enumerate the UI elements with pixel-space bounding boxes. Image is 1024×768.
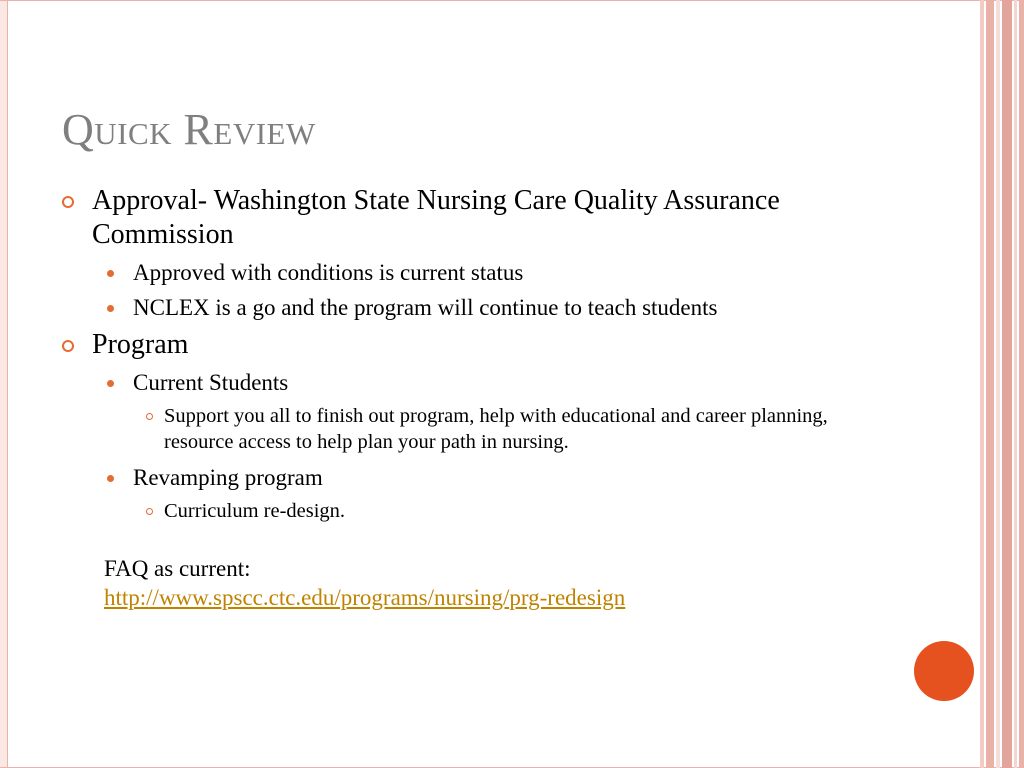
bullet-text: Support you all to finish out program, help with educational and career planning, resource access to help plan your path in nursing. (164, 405, 828, 453)
slide-title: Quick Review (62, 105, 316, 154)
left-border (0, 0, 8, 768)
top-border (0, 0, 1024, 1)
sub-sub-bullet (62, 498, 882, 524)
dot-bullet-icon (107, 305, 114, 312)
sub-sub-bullet (62, 403, 882, 455)
faq-label: FAQ as current: (104, 556, 251, 581)
dot-bullet-icon (107, 380, 114, 387)
faq-block (62, 554, 882, 612)
bullet-text: Program (92, 329, 189, 360)
sub-bullet (62, 463, 882, 492)
bullet-text: Revamping program (133, 465, 323, 490)
ring-bullet-icon (146, 508, 153, 515)
decorative-circle (914, 641, 974, 701)
bullet-approval (62, 184, 882, 252)
ring-bullet-icon (62, 196, 74, 208)
bullet-text: Curriculum re-design. (164, 500, 346, 522)
sub-bullet (62, 258, 882, 287)
sub-bullet (62, 293, 882, 322)
sub-bullet (62, 368, 882, 397)
bullet-text: Approved with conditions is current status (133, 260, 524, 285)
ring-bullet-icon (146, 413, 153, 420)
faq-link[interactable]: http://www.spscc.ctc.edu/programs/nursing/prg-redesign (104, 585, 626, 610)
right-decorative-stripes (980, 0, 1024, 768)
dot-bullet-icon (107, 270, 114, 277)
bullet-text: Current Students (133, 370, 289, 395)
bullet-text: NCLEX is a go and the program will continue to teach students (133, 295, 718, 320)
dot-bullet-icon (107, 475, 114, 482)
ring-bullet-icon (62, 340, 74, 352)
slide-content (62, 184, 882, 612)
bullet-text: Approval- Washington State Nursing Care Quality Assurance Commission (92, 185, 780, 250)
bullet-program (62, 328, 882, 362)
